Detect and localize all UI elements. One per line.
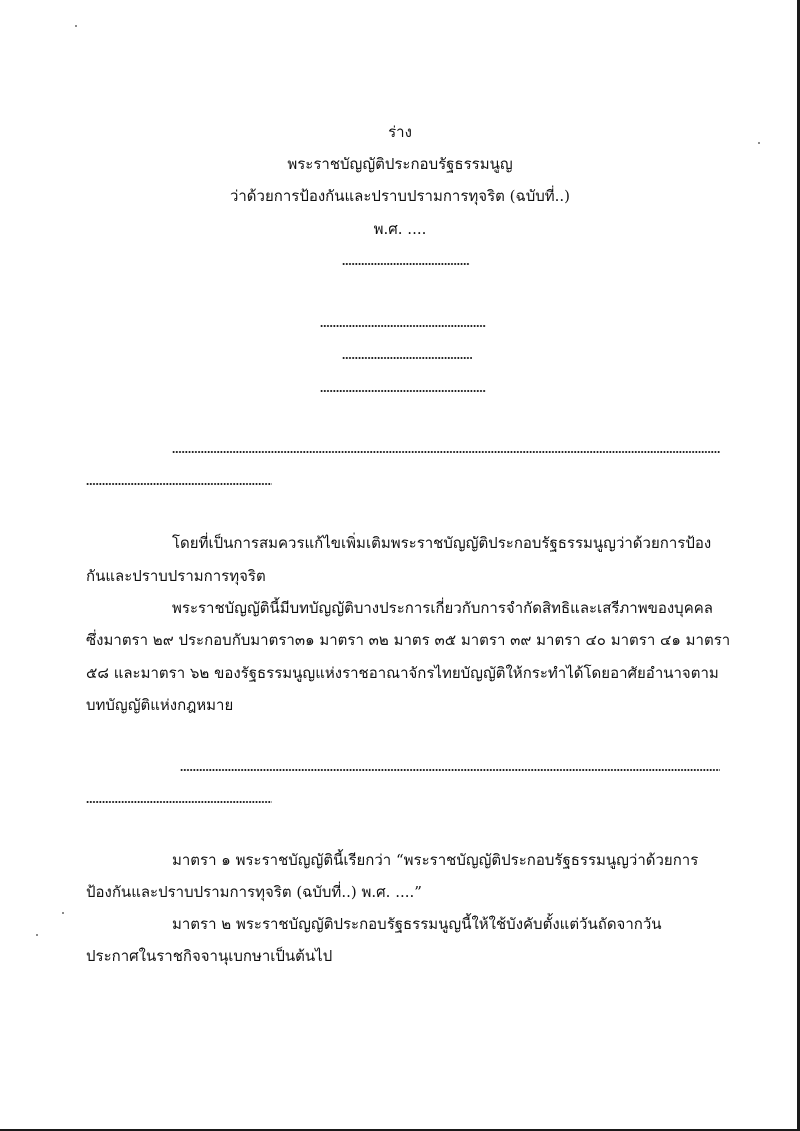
dotted-line <box>320 324 486 328</box>
preamble-rights-line: ๕๘ และมาตรา ๖๒ ของรัฐธรรมนูญแห่งราชอาณาจักรไทยบัญญัติให้กระทำได้โดยอาศัยอำนาจตาม <box>86 664 719 682</box>
scan-speck <box>36 934 38 936</box>
dotted-line <box>320 389 486 393</box>
dotted-line <box>342 356 472 360</box>
dotted-line <box>342 262 470 266</box>
dotted-line <box>86 482 272 486</box>
preamble-rights-line: ซึ่งมาตรา ๒๙ ประกอบกับมาตรา๓๑ มาตรา ๓๒ มาตร ๓๕ มาตรา ๓๙ มาตรา ๔๐ มาตรา ๔๑ มาตรา <box>86 631 731 649</box>
section-1-line: ป้องกันและปราบปรามการทุจริต (ฉบับที่..) พ.ศ. ....” <box>86 883 422 901</box>
act-title: พระราชบัญญัติประกอบรัฐธรรมนูญ <box>287 155 513 173</box>
section-2-line: มาตรา ๒ พระราชบัญญัติประกอบรัฐธรรมนูญนี้ให้ใช้บังคับตั้งแต่วันถัดจากวัน <box>172 915 662 933</box>
scan-speck <box>62 912 64 914</box>
draft-label: ร่าง <box>388 123 412 141</box>
preamble-rights-line: พระราชบัญญัตินี้มีบทบัญญัติบางประการเกี่ยวกับการจำกัดสิทธิและเสรีภาพของบุคคล <box>172 599 713 617</box>
preamble-rights-line: บทบัญญัติแห่งกฎหมาย <box>86 696 234 714</box>
act-year: พ.ศ. .... <box>373 220 427 238</box>
preamble-reason-line: กันและปราบปรามการทุจริต <box>86 567 266 585</box>
section-1-line: มาตรา ๑ พระราชบัญญัตินี้เรียกว่า “พระราชบัญญัติประกอบรัฐธรรมนูญว่าด้วยการ <box>172 851 699 869</box>
dotted-line <box>172 450 720 454</box>
dotted-line <box>86 800 272 804</box>
preamble-reason-line: โดยที่เป็นการสมควรแก้ไขเพิ่มเติมพระราชบัญญัติประกอบรัฐธรรมนูญว่าด้วยการป้อง <box>172 534 712 552</box>
scan-speck <box>75 25 77 27</box>
section-2-line: ประกาศในราชกิจจานุเบกษาเป็นต้นไป <box>86 947 333 965</box>
act-subtitle: ว่าด้วยการป้องกันและปราบปรามการทุจริต (ฉบับที่..) <box>229 187 571 205</box>
dotted-line <box>180 768 720 772</box>
